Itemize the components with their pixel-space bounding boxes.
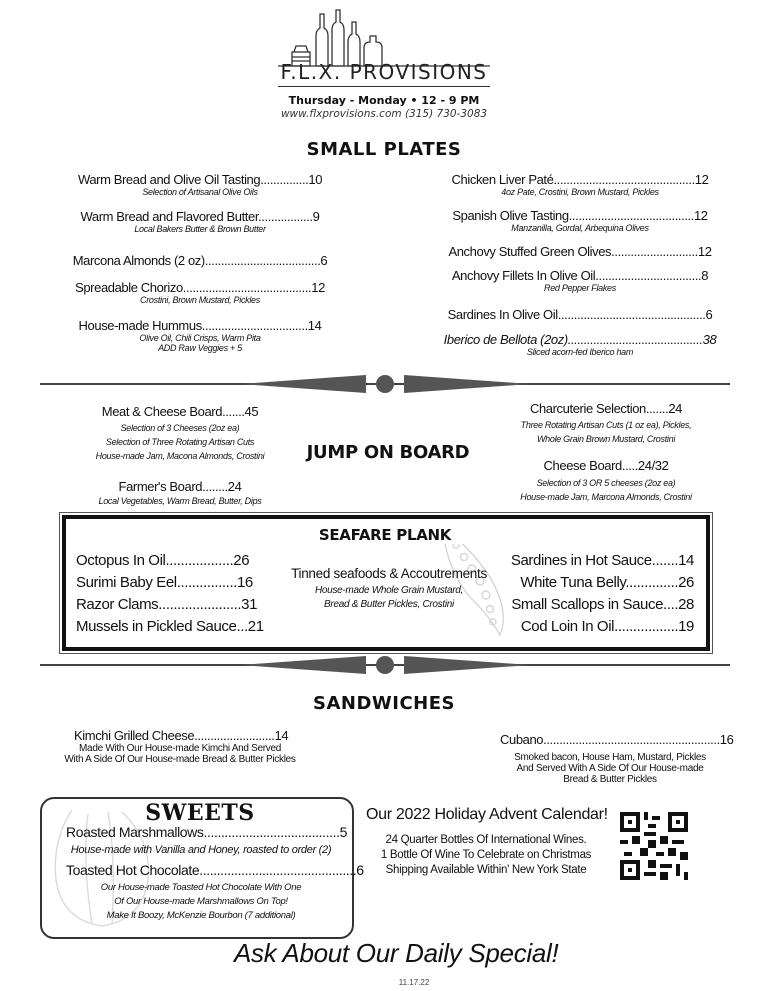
item-name: Marcona Almonds (2 oz)....................................6 <box>72 253 328 268</box>
seafare-title: SEAFARE PLANK <box>290 526 480 544</box>
advent-line: 24 Quarter Bottles Of International Wines. <box>385 834 587 846</box>
item-name: Spreadable Chorizo........................................12 <box>75 280 325 295</box>
item-desc: And Served With A Side Of Our House-made <box>516 763 704 774</box>
item-addon: ADD Raw Veggies + 5 <box>158 343 242 353</box>
item-desc: Crostini, Brown Mustard, Pickles <box>140 295 260 305</box>
item-name: House-made Hummus.................................14 <box>78 318 322 333</box>
menu-item <box>60 253 340 268</box>
menu-item <box>60 209 340 234</box>
sandwiches-title: SANDWICHES <box>313 693 455 714</box>
item-name: Warm Bread and Olive Oil Tasting...............10 <box>77 172 323 187</box>
item-name: Anchovy Fillets In Olive Oil.................................8 <box>451 268 709 283</box>
item-desc: Local Bakers Butter & Brown Butter <box>134 224 266 234</box>
menu-item <box>60 280 340 305</box>
item-desc: Sliced acorn-fed Iberico ham <box>526 347 634 357</box>
menu-item <box>60 318 340 353</box>
item-desc: House-made Jam, Marcona Almonds, Crostini <box>520 492 692 502</box>
brand-name: F.L.X. PROVISIONS <box>280 60 488 84</box>
item-desc: Manzanilla, Gordal, Arbequina Olives <box>511 223 649 233</box>
item-desc: Local Vegetables, Warm Bread, Butter, Dips <box>98 496 262 506</box>
seafare-left-list <box>76 552 276 640</box>
sweets-title: SWEETS <box>145 800 255 826</box>
item-name: Iberico de Bellota (2oz)..........................................38 <box>443 332 717 347</box>
list-item: Small Scallops in Sauce....28 <box>511 596 694 613</box>
item-desc: Selection of 3 Cheeses (2oz ea) <box>120 423 240 433</box>
menu-item <box>62 728 298 765</box>
menu-item <box>66 862 364 921</box>
item-name: Meat & Cheese Board.......45 <box>101 404 259 419</box>
advent-title: Our 2022 Holiday Advent Calendar! <box>366 806 608 823</box>
menu-item <box>440 332 720 357</box>
list-item: Cod Loin In Oil.................19 <box>520 618 694 635</box>
item-name: Kimchi Grilled Cheese.........................14 <box>74 728 289 743</box>
item-name: Cubano.......................................................16 <box>500 732 734 747</box>
item-name: Farmer's Board........24 <box>118 479 242 494</box>
item-name: Chicken Liver Paté............................................12 <box>451 172 709 187</box>
board-title: JUMP ON BOARD <box>306 442 470 463</box>
item-desc: Selection of Three Rotating Artisan Cuts <box>105 437 255 447</box>
item-desc: Of Our House-made Marshmallows On Top! <box>114 896 288 907</box>
list-item: Mussels in Pickled Sauce...21 <box>76 618 264 635</box>
item-desc: Whole Grain Brown Mustard, Crostini <box>536 434 676 444</box>
ornament-divider <box>40 373 730 395</box>
item-desc: Our House-made Toasted Hot Chocolate With One <box>100 882 302 893</box>
item-desc: Red Pepper Flakes <box>544 283 616 293</box>
center-title: Tinned seafoods & Accoutrements <box>291 566 487 581</box>
item-name: Warm Bread and Flavored Butter.................9 <box>80 209 320 224</box>
item-name: Spanish Olive Tasting.......................................12 <box>452 208 708 223</box>
item-desc: Bread & Butter Pickles <box>563 774 657 785</box>
advent-block <box>366 806 606 876</box>
item-desc: Three Rotating Artisan Cuts (1 oz ea), Pickles, <box>520 420 692 430</box>
daily-special: Ask About Our Daily Special! <box>234 938 559 968</box>
center-desc: House-made Whole Grain Mustard, <box>315 585 463 596</box>
menu-item <box>60 172 340 197</box>
menu-item <box>70 404 290 461</box>
menu-item <box>440 268 720 293</box>
print-date: 11.17.22 <box>398 978 430 987</box>
item-desc: House-made with Vanilla and Honey, roasted to order (2) <box>70 844 332 856</box>
item-desc: Olive Oil, Chili Crisps, Warm Pita <box>139 333 261 343</box>
hours: Thursday - Monday • 12 - 9 PM <box>288 94 480 107</box>
item-name: Anchovy Stuffed Green Olives...........................12 <box>448 244 712 259</box>
item-desc: House-made Jam, Macona Almonds, Crostini <box>95 451 265 461</box>
item-desc: Selection of Artisanal Olive Oils <box>142 187 258 197</box>
list-item: Razor Clams......................31 <box>76 596 258 613</box>
ornament-divider <box>40 654 730 676</box>
item-name: Roasted Marshmallows.......................................5 <box>66 824 347 840</box>
seafare-right-list <box>494 552 694 640</box>
list-item: Octopus In Oil..................26 <box>76 552 250 569</box>
menu-item <box>60 479 300 506</box>
item-desc: Selection of 3 OR 5 cheeses (2oz ea) <box>536 478 676 488</box>
brand-underline <box>278 86 490 87</box>
advent-line: Shipping Available Within' New York State <box>385 864 587 876</box>
menu-item <box>66 824 347 856</box>
logo <box>278 8 490 92</box>
item-name: Toasted Hot Chocolate.............................................6 <box>66 862 364 878</box>
menu-item <box>440 172 720 197</box>
item-name: Sardines In Olive Oil..............................................6 <box>447 307 713 322</box>
menu-item <box>496 458 716 502</box>
list-item: Sardines in Hot Sauce.......14 <box>510 552 694 569</box>
menu-item <box>440 307 720 322</box>
item-desc: With A Side Of Our House-made Bread & Butter Pickles <box>64 754 296 765</box>
item-name: Cheese Board.....24/32 <box>543 458 669 473</box>
list-item: White Tuna Belly..............26 <box>520 574 694 591</box>
item-desc: 4oz Pate, Crostini, Brown Mustard, Pickles <box>501 187 659 197</box>
menu-item <box>500 732 734 785</box>
menu-item <box>440 244 720 259</box>
advent-line: 1 Bottle Of Wine To Celebrate on Christmas <box>380 849 592 861</box>
item-desc: Made With Our House-made Kimchi And Served <box>79 743 281 754</box>
item-desc: Make It Boozy, McKenzie Bourbon (7 additional) <box>106 910 296 921</box>
menu-item <box>440 208 720 233</box>
seafare-center <box>284 566 494 610</box>
small-plates-title: SMALL PLATES <box>306 139 462 160</box>
list-item: Surimi Baby Eel................16 <box>76 574 253 591</box>
item-name: Charcuterie Selection.......24 <box>529 401 683 416</box>
qr-code-icon[interactable] <box>620 812 688 880</box>
menu-item <box>496 401 716 444</box>
center-desc: Bread & Butter Pickles, Crostini <box>324 599 454 610</box>
item-desc: Smoked bacon, House Ham, Mustard, Pickles <box>514 752 706 763</box>
contact: www.flxprovisions.com (315) 730-3083 <box>280 108 488 120</box>
